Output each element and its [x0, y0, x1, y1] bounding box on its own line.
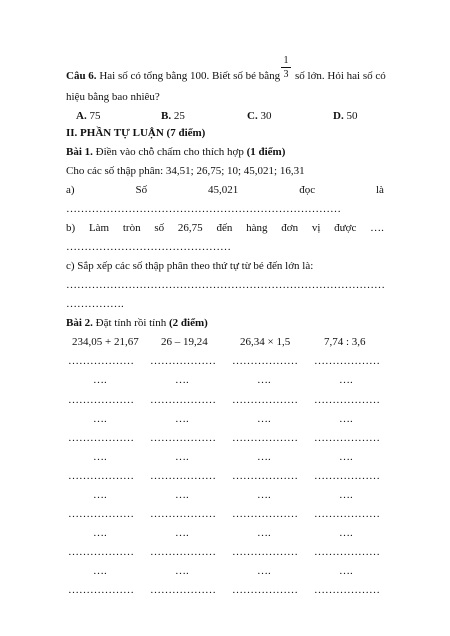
work-line-long[interactable]: ………………: [150, 470, 216, 482]
work-line-long[interactable]: ………………: [232, 584, 298, 596]
work-line-long[interactable]: ………………: [232, 394, 298, 406]
option-c-letter: C.: [247, 110, 258, 122]
work-line-long[interactable]: ………………: [232, 355, 298, 367]
bai1-c-text: c) Sắp xếp các số thập phân theo thứ tự từ bé đến lớn là:: [66, 260, 314, 272]
option-a-letter: A.: [76, 110, 87, 122]
bai1-b-line: [66, 222, 384, 235]
option-b[interactable]: [161, 110, 185, 123]
work-line-long[interactable]: ………………: [68, 546, 134, 558]
work-line-short[interactable]: ….: [93, 565, 107, 577]
bai1-heading: [66, 146, 285, 159]
work-line-short[interactable]: ….: [339, 489, 353, 501]
work-line-long[interactable]: ………………: [314, 508, 380, 520]
work-line-long[interactable]: ………………: [232, 432, 298, 444]
bai1-points: (1 điểm): [246, 146, 286, 158]
option-a-value: 75: [89, 110, 101, 122]
bai1-b-word: tròn: [122, 222, 141, 234]
work-line-short[interactable]: ….: [93, 527, 107, 539]
cau6-text-before: Hai số có tổng bằng 100. Biết số bé bằng: [99, 70, 281, 82]
bai1-c-dots-2[interactable]: …………….: [66, 298, 124, 310]
work-line-long[interactable]: ………………: [68, 432, 134, 444]
cau6-line2: hiệu bằng bao nhiêu?: [66, 91, 160, 103]
work-line-long[interactable]: ………………: [314, 470, 380, 482]
bai2-label: Bài 2.: [66, 317, 93, 329]
work-line-short[interactable]: ….: [257, 374, 271, 386]
work-line-long[interactable]: ………………: [314, 432, 380, 444]
work-line-short[interactable]: ….: [339, 565, 353, 577]
fraction-denominator: 3: [283, 69, 289, 80]
work-line-long[interactable]: ………………: [314, 546, 380, 558]
work-line-short[interactable]: ….: [339, 413, 353, 425]
work-line-long[interactable]: ………………: [68, 508, 134, 520]
work-line-long[interactable]: ………………: [314, 355, 380, 367]
work-line-long[interactable]: ………………: [150, 432, 216, 444]
bai1-a-word: đọc: [299, 184, 316, 196]
bai1-a-line: [66, 184, 384, 197]
bai1-b-word: hàng: [246, 222, 268, 234]
bai1-a-word: Số: [135, 184, 148, 196]
option-d-letter: D.: [333, 110, 344, 122]
bai1-a-dots[interactable]: …………………………………………………………………: [66, 203, 341, 215]
work-line-short[interactable]: ….: [257, 489, 271, 501]
bai1-b-dots[interactable]: ………………………………………: [66, 241, 231, 253]
bai2-text: Đặt tính rồi tính: [95, 317, 167, 329]
problem-4: 7,74 : 3,6: [324, 336, 366, 348]
bai1-b-word: được: [334, 222, 357, 234]
work-line-short[interactable]: ….: [339, 527, 353, 539]
option-d-value: 50: [346, 110, 358, 122]
problem-1: 234,05 + 21,67: [72, 336, 139, 348]
work-line-short[interactable]: ….: [175, 374, 189, 386]
bai1-b-word: 26,75: [177, 222, 203, 234]
work-line-long[interactable]: ………………: [232, 546, 298, 558]
bai1-b-word: Làm: [88, 222, 110, 234]
bai1-a-word: 45,021: [208, 184, 239, 196]
work-line-long[interactable]: ………………: [150, 584, 216, 596]
work-line-long[interactable]: ………………: [314, 584, 380, 596]
work-line-long[interactable]: ………………: [68, 394, 134, 406]
work-line-long[interactable]: ………………: [314, 394, 380, 406]
bai1-b-word: b): [66, 222, 76, 234]
option-c-value: 30: [260, 110, 272, 122]
section-2-title: II. PHẦN TỰ LUẬN (7 điểm): [66, 127, 206, 139]
bai1-label: Bài 1.: [66, 146, 93, 158]
work-line-short[interactable]: ….: [93, 451, 107, 463]
work-line-long[interactable]: ………………: [232, 470, 298, 482]
option-a[interactable]: [76, 110, 100, 123]
work-line-long[interactable]: ………………: [68, 355, 134, 367]
work-line-short[interactable]: ….: [257, 451, 271, 463]
work-line-short[interactable]: ….: [93, 413, 107, 425]
bai1-b-word[interactable]: ….: [370, 222, 384, 234]
fraction-bar: [281, 67, 291, 68]
option-d[interactable]: [333, 110, 357, 123]
work-line-short[interactable]: ….: [339, 451, 353, 463]
work-line-short[interactable]: ….: [339, 374, 353, 386]
bai1-a-word: a): [66, 184, 75, 196]
work-line-short[interactable]: ….: [93, 489, 107, 501]
bai2-heading: [66, 317, 208, 330]
work-line-long[interactable]: ………………: [150, 355, 216, 367]
work-line-short[interactable]: ….: [175, 565, 189, 577]
work-line-short[interactable]: ….: [257, 413, 271, 425]
fraction-one-third: [281, 55, 291, 80]
problem-3: 26,34 × 1,5: [240, 336, 291, 348]
bai1-c-dots-1[interactable]: ……………………………………………………………………………: [66, 279, 385, 291]
bai2-points: (2 điểm): [168, 317, 208, 329]
work-line-long[interactable]: ………………: [150, 394, 216, 406]
work-line-long[interactable]: ………………: [150, 546, 216, 558]
option-b-letter: B.: [161, 110, 172, 122]
bai1-b-word: đến: [216, 222, 233, 234]
cau6-label: Câu 6.: [66, 70, 97, 82]
bai1-a-word: là: [376, 184, 384, 196]
work-line-short[interactable]: ….: [93, 374, 107, 386]
problem-2: 26 – 19,24: [161, 336, 208, 348]
work-line-short[interactable]: ….: [257, 565, 271, 577]
work-line-short[interactable]: ….: [175, 489, 189, 501]
work-line-short[interactable]: ….: [175, 451, 189, 463]
work-line-long[interactable]: ………………: [68, 584, 134, 596]
bai1-b-word: vị: [311, 222, 321, 234]
work-line-short[interactable]: ….: [175, 527, 189, 539]
fraction-numerator: 1: [283, 55, 289, 66]
option-b-value: 25: [173, 110, 185, 122]
bai1-text: Điền vào chỗ chấm cho thích hợp: [95, 146, 244, 158]
work-line-long[interactable]: ………………: [232, 508, 298, 520]
bai1-given: Cho các số thập phân: 34,51; 26,75; 10; 45,021; 16,31: [66, 165, 305, 177]
bai1-b-word: đơn: [281, 222, 299, 234]
work-line-short[interactable]: ….: [257, 527, 271, 539]
bai1-b-word: số: [154, 222, 165, 234]
work-line-long[interactable]: ………………: [150, 508, 216, 520]
work-line-long[interactable]: ………………: [68, 470, 134, 482]
cau6-text-after: số lớn. Hỏi hai số có: [295, 70, 386, 82]
work-line-short[interactable]: ….: [175, 413, 189, 425]
cau6-line1: [66, 70, 280, 83]
option-c[interactable]: [247, 110, 271, 123]
